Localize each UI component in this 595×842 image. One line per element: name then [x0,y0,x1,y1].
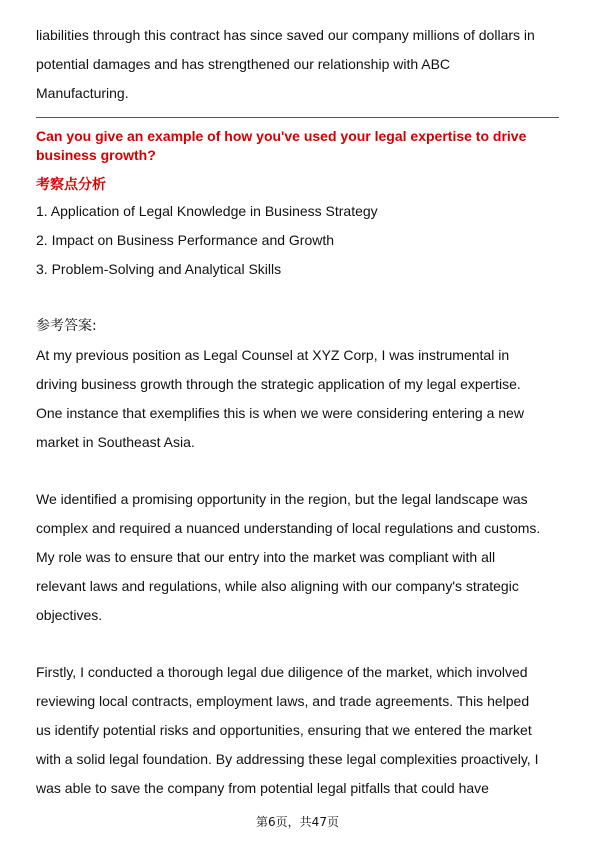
answer-line: driving business growth through the strategic application of my legal expertise. [36,376,521,392]
answer-line: market in Southeast Asia. [36,434,195,450]
intro-line: potential damages and has strengthened our relationship with ABC [36,56,451,72]
answer-line: with a solid legal foundation. By addressing these legal complexities proactively, I [36,751,539,767]
answer-line: reviewing local contracts, employment laws, and trade agreements. This helped [36,693,530,709]
analysis-point: 1. Application of Legal Knowledge in Business Strategy [36,203,378,219]
answer-line: Firstly, I conducted a thorough legal due diligence of the market, which involved [36,664,528,680]
analysis-point: 2. Impact on Business Performance and Growth [36,232,335,248]
answer-line: At my previous position as Legal Counsel at XYZ Corp, I was instrumental in [36,347,510,363]
answer-line: complex and required a nuanced understanding of local regulations and customs. [36,520,541,536]
section-divider [36,117,559,118]
intro-line: Manufacturing. [36,85,129,101]
question-heading: Can you give an example of how you've used your legal expertise to drive business growth? [36,128,527,163]
answer-line: My role was to ensure that our entry into the market was compliant with all [36,549,496,565]
analysis-point: 3. Problem-Solving and Analytical Skills [36,261,282,277]
answer-line: One instance that exemplifies this is when we were considering entering a new [36,405,524,421]
answer-line: relevant laws and regulations, while also aligning with our company's strategic [36,578,519,594]
answer-line: was able to save the company from potential legal pitfalls that could have [36,780,489,796]
answer-line: us identify potential risks and opportunities, ensuring that we entered the market [36,722,532,738]
answer-label: 参考答案: [36,318,97,334]
answer-line: We identified a promising opportunity in the region, but the legal landscape was [36,491,528,507]
page-number-footer: 第6页，共47页 [256,815,339,829]
analysis-heading: 考察点分析 [36,177,106,193]
answer-line: objectives. [36,607,103,623]
intro-line: liabilities through this contract has since saved our company millions of dollars in [36,27,535,43]
